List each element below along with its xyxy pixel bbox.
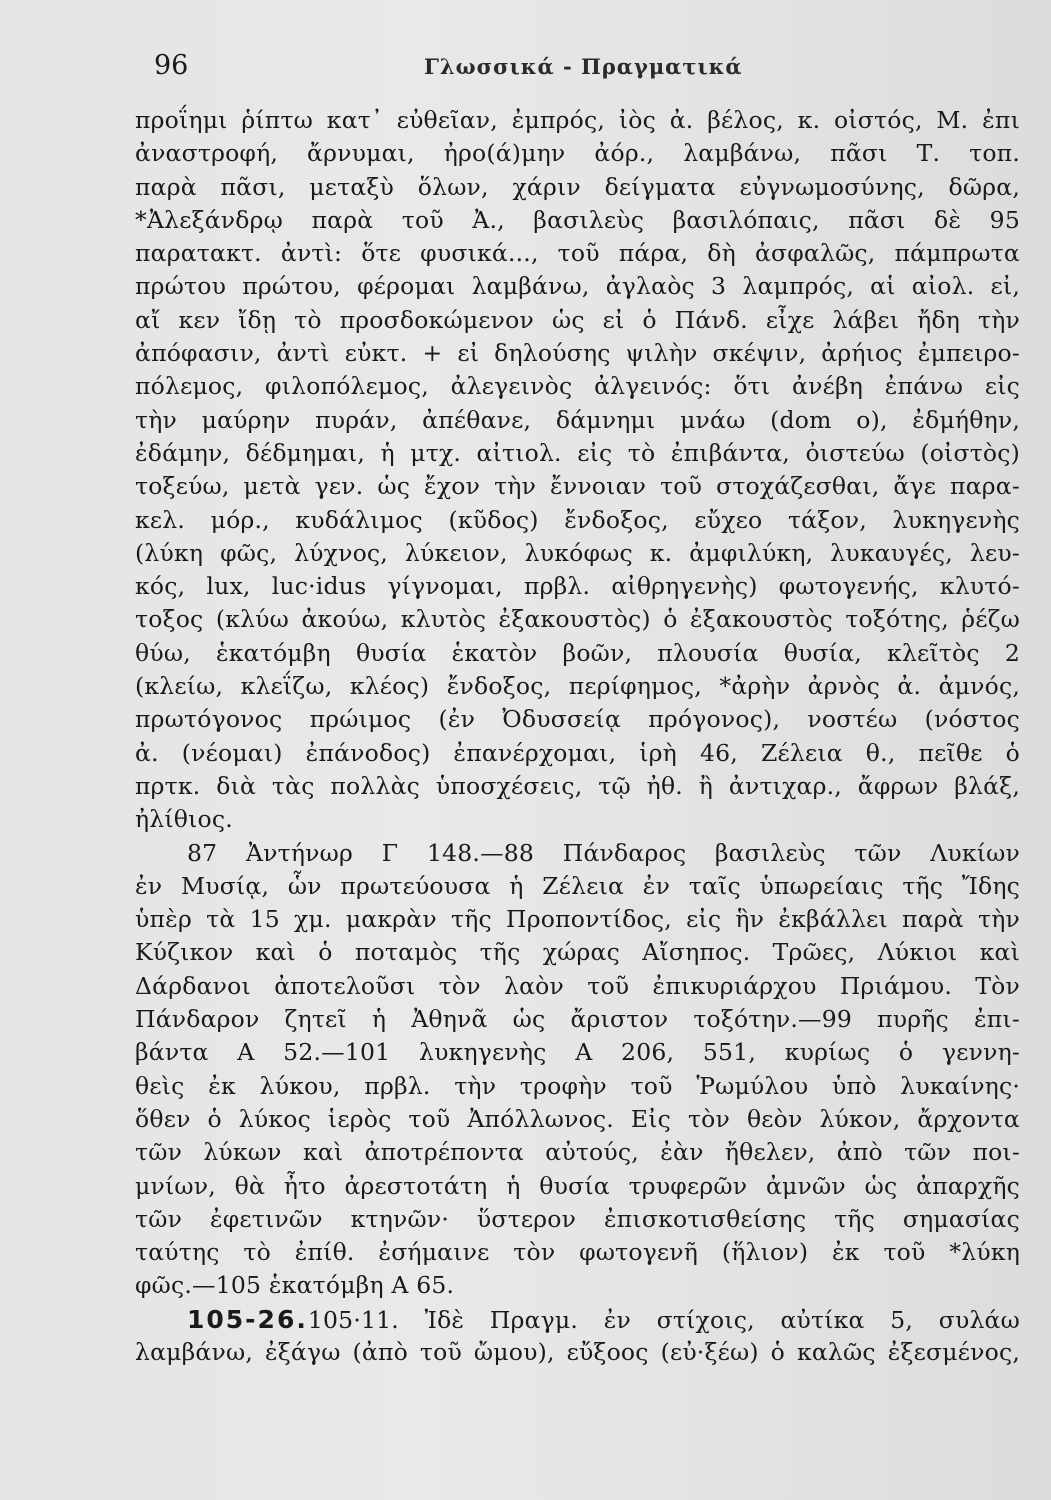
text-line: πρώτου πρώτου, φέρομαι λαμβάνω, ἀγλαὸς 3 λαμπρός, αἱ αἰολ. εἰ, [135, 272, 1020, 301]
text-line: παρατακτ. ἀντὶ: ὅτε φυσικά..., τοῦ πάρα, δὴ ἀσφαλῶς, πάμπρωτα [135, 239, 1020, 268]
commentary-paragraph-3 [135, 1303, 1020, 1370]
text-line: προΐημι ῥίπτω κατ᾽ εὐθεῖαν, ἐμπρός, ἰὸς ἀ. βέλος, κ. οἰστός, Μ. ἐπι [135, 106, 1020, 134]
text-line: ἐδάμην, δέδμημαι, ἡ μτχ. αἰτιολ. εἰς τὸ ἐπιβάντα, ὀιστεύω (οἰστὸς) [135, 438, 1020, 467]
text-line: τῶν ἐφετινῶν κτηνῶν· ὕστερον ἐπισκοτισθείσης τῆς σημασίας [135, 1204, 1020, 1233]
text-line: 87 Ἀντήνωρ Γ 148.—88 Πάνδαρος βασιλεὺς τῶν Λυκίων [187, 838, 1020, 867]
text-line: ἀναστροφή, ἄρνυμαι, ἠρο(ά)μην ἀόρ., λαμβάνω, πᾶσι Τ. τοπ. [135, 139, 1020, 168]
page-header [154, 50, 924, 90]
page-number: 96 [154, 50, 189, 81]
text-line: ἀπόφασιν, ἀντὶ εὐκτ. + εἰ δηλούσης ψιλὴν σκέψιν, ἀρήιος ἐμπειρο- [135, 339, 1020, 368]
text-line: (κλείω, κλεΐζω, κλέος) ἔνδοξος, περίφημος, *ἀρὴν ἀρνὸς ἀ. ἀμνός, [135, 672, 1020, 701]
text-line: Κύζικον καὶ ὁ ποταμὸς τῆς χώρας Αἴσηπος. Τρῶες, Λύκιοι καὶ [135, 938, 1020, 967]
text-line: ἐν Μυσίᾳ, ὧν πρωτεύουσα ἡ Ζέλεια ἐν ταῖς ὑπωρείαις τῆς Ἴδης [135, 871, 1020, 900]
text-line: παρὰ πᾶσι, μεταξὺ ὅλων, χάριν δείγματα εὐγνωμοσύνης, δῶρα, [135, 172, 1020, 201]
text-line: αἴ κεν ἴδῃ τὸ προσδοκώμενον ὡς εἰ ὁ Πάνδ. εἶχε λάβει ἤδη τὴν [135, 305, 1020, 334]
text-line [135, 1303, 1020, 1336]
text-line: Δάρδανοι ἀποτελοῦσι τὸν λαὸν τοῦ ἐπικυριάρχου Πριάμου. Τὸν [135, 971, 1020, 1000]
text-line: τοξεύω, μετὰ γεν. ὡς ἔχον τὴν ἔννοιαν τοῦ στοχάζεσθαι, ἄγε παρα- [135, 472, 1020, 501]
text-line: πρωτόγονος πρώιμος (ἐν Ὀδυσσείᾳ πρόγονος), νοστέω (νόστος [135, 705, 1020, 734]
section-number: 105-26. [187, 1304, 308, 1334]
text-line: (λύκη φῶς, λύχνος, λύκειον, λυκόφως κ. ἀμφιλύκη, λυκαυγές, λευ- [135, 538, 1020, 567]
text-line: πόλεμος, φιλοπόλεμος, ἀλεγεινὸς ἀλγεινός: ὅτι ἀνέβη ἐπάνω εἰς [135, 372, 1020, 401]
text-line: τοξος (κλύω ἀκούω, κλυτὸς ἐξακουστὸς) ὁ ἐξακουστὸς τοξότης, ῥέζω [135, 605, 1020, 634]
running-title: Γλωσσικά - Πραγματικά [424, 54, 743, 79]
text-line: ταύτης τὸ ἐπίθ. ἐσήμαινε τὸν φωτογενῆ (ἥλιον) ἐκ τοῦ *λύκη [135, 1238, 1020, 1267]
text-line: ὑπὲρ τὰ 15 χμ. μακρὰν τῆς Προποντίδος, εἰς ἣν ἐκβάλλει παρὰ τὴν [135, 905, 1020, 934]
text-line: *Ἀλεξάνδρῳ παρὰ τοῦ Ἀ., βασιλεὺς βασιλόπαις, πᾶσι δὲ 95 [135, 205, 1020, 234]
text-line: βάντα Α 52.—101 λυκηγενὴς Α 206, 551, κυρίως ὁ γεννη- [135, 1038, 1020, 1067]
text-line: θύω, ἑκατόμβη θυσία ἑκατὸν βοῶν, πλουσία θυσία, κλεῖτὸς 2 [135, 638, 1020, 667]
text-line: μνίων, θὰ ἦτο ἀρεστοτάτη ἡ θυσία τρυφερῶν ἀμνῶν ὡς ἀπαρχῆς [135, 1171, 1020, 1200]
text-line: ἀ. (νέομαι) ἐπάνοδος) ἐπανέρχομαι, ἱρὴ 46, Ζέλεια θ., πεῖθε ὁ [135, 738, 1020, 767]
text-line: τὴν μαύρην πυράν, ἀπέθανε, δάμνημι μνάω (dom o), ἐδμήθην, [135, 405, 1020, 434]
page-body [135, 104, 1020, 1369]
text-line: λαμβάνω, ἐξάγω (ἀπὸ τοῦ ὤμου), εὔξοος (εὐ·ξέω) ὁ καλῶς ἐξεσμένος, [135, 1337, 1020, 1366]
commentary-paragraph-2 [135, 837, 1020, 1303]
text-line: φῶς.—105 ἑκατόμβη Α 65. [135, 1271, 455, 1300]
text-line: Πάνδαρον ζητεῖ ἡ Ἀθηνᾶ ὡς ἄριστον τοξότην.—99 πυρῆς ἐπι- [135, 1005, 1020, 1034]
text-line: κός, lux, luc·idus γίγνομαι, πρβλ. αἰθρηγενὴς) φωτογενής, κλυτό- [135, 572, 1020, 601]
commentary-paragraph-1 [135, 104, 1020, 837]
section-line-text: 105·11. Ἰδὲ Πραγμ. ἐν στίχοις, αὐτίκα 5, συλάω [307, 1305, 1020, 1334]
text-line: ὅθεν ὁ λύκος ἱερὸς τοῦ Ἀπόλλωνος. Εἰς τὸν θεὸν λύκον, ἄρχοντα [135, 1104, 1020, 1133]
text-line: κελ. μόρ., κυδάλιμος (κῦδος) ἔνδοξος, εὔχεο τάξον, λυκηγενὴς [135, 505, 1020, 534]
text-line: πρτκ. διὰ τὰς πολλὰς ὑποσχέσεις, τῷ ἠθ. ἢ ἀντιχαρ., ἄφρων βλάξ, [135, 771, 1020, 800]
text-line: τῶν λύκων καὶ ἀποτρέποντα αὐτούς, ἐὰν ἤθελεν, ἀπὸ τῶν ποι- [135, 1138, 1020, 1167]
text-line: ἠλίθιος. [135, 805, 233, 834]
text-line: θεὶς ἐκ λύκου, πρβλ. τὴν τροφὴν τοῦ Ῥωμύλου ὑπὸ λυκαίνης· [135, 1071, 1020, 1100]
